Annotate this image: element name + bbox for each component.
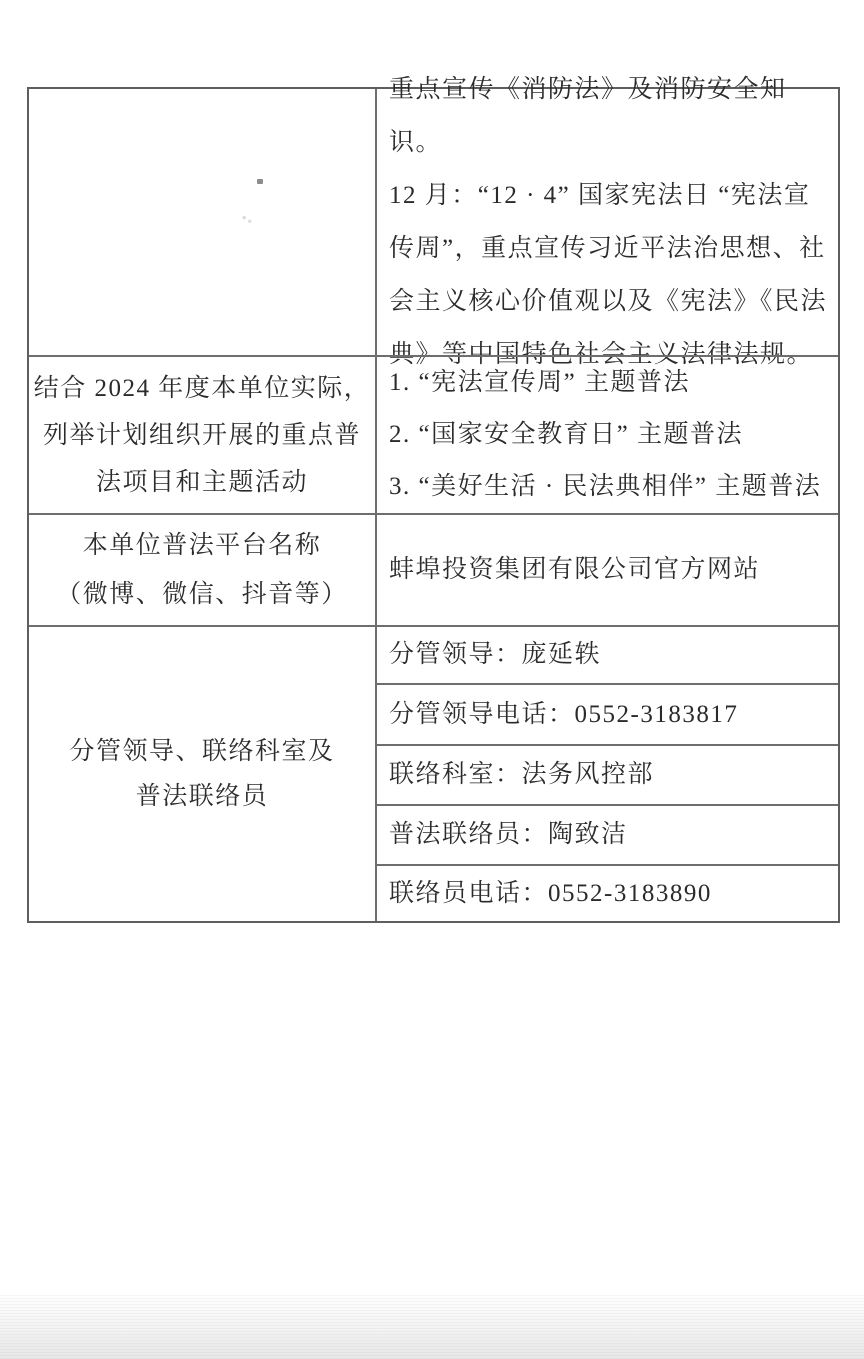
row2-label-line: 结合 2024 年度本单位实际，	[33, 374, 371, 402]
row3-content-cell	[377, 513, 838, 625]
liaison-phone-cell: 联络员电话：0552-3183890	[377, 864, 838, 921]
row1-label-cell	[29, 89, 377, 355]
row2-content-item: 1. “宪法宣传周” 主题普法	[389, 369, 690, 396]
row3-label-cell	[29, 513, 377, 625]
leader-phone-cell: 分管领导电话：0552-3183817	[377, 683, 838, 744]
row2-content-item: 2. “国家安全教育日” 主题普法	[389, 421, 743, 448]
row2-content-cell	[377, 355, 838, 513]
row1-content-line: 传周”，重点宣传习近平法治思想、社	[389, 235, 826, 262]
row4-label-cell	[29, 625, 377, 921]
scan-speck	[240, 214, 254, 226]
row1-content-line: 会主义核心价值观以及《宪法》《民法	[389, 288, 828, 315]
leader-name-cell: 分管领导：庞延轶	[389, 641, 602, 668]
row3-label-line: 本单位普法平台名称	[82, 532, 322, 559]
scan-speck	[257, 179, 263, 184]
row2-label-line: 法项目和主题活动	[95, 468, 308, 496]
row2-label-cell	[29, 355, 377, 513]
row4-label-line: 分管领导、联络科室及	[69, 738, 335, 765]
row4-label-line: 普法联络员	[135, 783, 269, 810]
liaison-person-cell: 普法联络员：陶致洁	[377, 804, 838, 864]
scan-noise	[0, 1295, 864, 1359]
row1-content-line: 典》等中国特色社会主义法律法规。	[389, 341, 814, 368]
row2-label-line: 列举计划组织开展的重点普	[42, 421, 361, 449]
row1-content-cell	[377, 76, 838, 368]
row4-content-cell	[377, 625, 838, 921]
row3-label-line: （微博、微信、抖音等）	[56, 581, 348, 608]
row3-content-line: 蚌埠投资集团有限公司官方网站	[389, 556, 761, 583]
row2-content-item: 3. “美好生活 · 民法典相伴” 主题普法	[389, 473, 822, 500]
liaison-dept-cell: 联络科室：法务风控部	[377, 744, 838, 804]
row1-content-line: 12 月：“12 · 4” 国家宪法日 “宪法宣	[389, 182, 811, 209]
pufa-plan-table	[27, 76, 840, 923]
row1-content-line: 重点宣传《消防法》及消防安全知识。	[389, 76, 787, 156]
